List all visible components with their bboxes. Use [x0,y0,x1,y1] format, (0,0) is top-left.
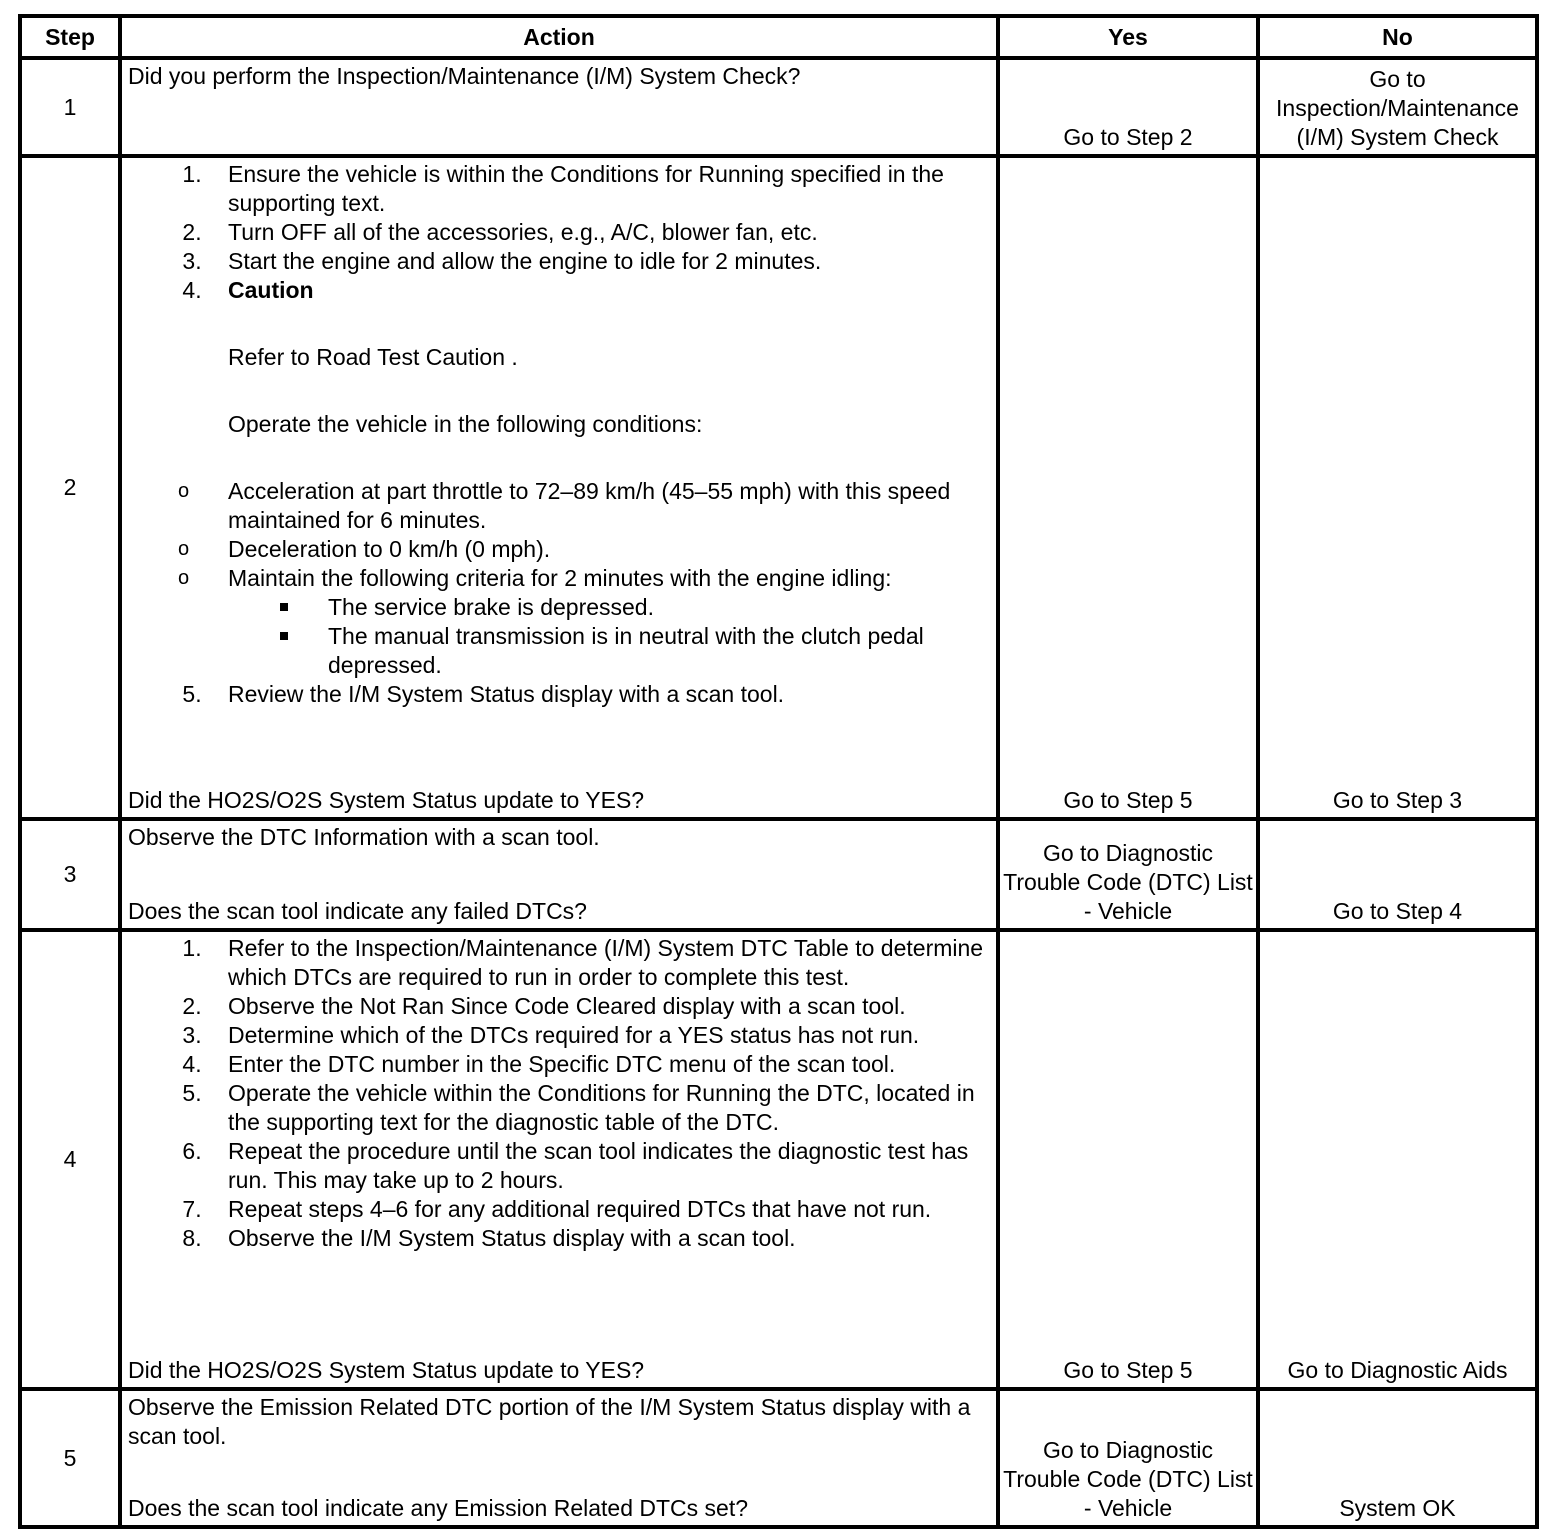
yes-result: Go to Step 5 [998,156,1258,819]
list-item: 3. Determine which of the DTCs required for a YES status has not run. [182,1022,920,1048]
header-yes: Yes [998,16,1258,58]
table-row [20,819,1537,930]
yes-result: Go to Diagnostic Trouble Code (DTC) List - Vehicle [998,819,1258,930]
list-item: The service brake is depressed. [228,593,992,622]
no-result: Go to Inspection/Maintenance (I/M) System Check [1258,58,1537,156]
list-item: 3. Start the engine and allow the engine to idle for 2 minutes. [182,248,822,274]
list-item: The manual transmission is in neutral with the clutch pedal depressed. [228,622,992,680]
list-item: o Deceleration to 0 km/h (0 mph). [178,536,551,562]
list-item: 1. Ensure the vehicle is within the Conditions for Running specified in the supporting text. [182,161,944,216]
question-text: Does the scan tool indicate any failed DTCs? [128,898,587,924]
intro-text: Observe the DTC Information with a scan tool. [128,824,600,850]
table-row [20,930,1537,1389]
header-step: Step [20,16,120,58]
list-item: o Acceleration at part throttle to 72–89 km/h (45–55 mph) with this speed maintained for 6 minutes. [178,478,951,533]
action-cell [120,156,998,819]
step-number: 3 [20,819,120,930]
procedure-list [128,160,992,477]
operate-instructions: Operate the vehicle in the following conditions: [228,411,703,437]
header-action: Action [120,16,998,58]
list-item: 8. Observe the I/M System Status display with a scan tool. [182,1225,796,1251]
list-item: 2. Observe the Not Ran Since Code Cleared display with a scan tool. [182,993,906,1019]
action-cell [120,1389,998,1527]
list-item: 5. Review the I/M System Status display with a scan tool. [182,681,785,707]
list-item: 6. Repeat the procedure until the scan tool indicates the diagnostic test has run. This may take up to 2 hours. [182,1138,969,1193]
header-row [20,16,1537,58]
yes-result: Go to Step 2 [998,58,1258,156]
step-number: 4 [20,930,120,1389]
table-row [20,58,1537,156]
intro-text: Observe the Emission Related DTC portion of the I/M System Status display with a scan tool. [128,1394,971,1449]
no-result: System OK [1258,1389,1537,1527]
question-text: Did the HO2S/O2S System Status update to YES? [128,1357,645,1383]
header-no: No [1258,16,1537,58]
list-item: 4. Enter the DTC number in the Specific DTC menu of the scan tool. [182,1051,896,1077]
list-item: o Maintain the following criteria for 2 minutes with the engine idling: The service brake is depressed. The manual transmission is in neutral with the clutch pedal depressed. [128,564,992,680]
procedure-list-cont [128,680,992,709]
no-result: Go to Step 3 [1258,156,1537,819]
step-number: 1 [20,58,120,156]
step-number: 2 [20,156,120,819]
criteria-list [228,593,992,680]
procedure-list [128,934,992,1253]
yes-result: Go to Step 5 [998,930,1258,1389]
action-cell [120,930,998,1389]
list-item: 5. Operate the vehicle within the Conditions for Running the DTC, located in the supporting text for the diagnostic table of the DTC. [182,1080,975,1135]
no-result: Go to Step 4 [1258,819,1537,930]
caution-reference: Refer to Road Test Caution . [228,344,518,370]
no-result: Go to Diagnostic Aids [1258,930,1537,1389]
yes-result: Go to Diagnostic Trouble Code (DTC) List - Vehicle [998,1389,1258,1527]
question-text: Did the HO2S/O2S System Status update to YES? [128,787,645,813]
list-item: 1. Refer to the Inspection/Maintenance (I/M) System DTC Table to determine which DTCs are required to run in order to complete this test. [182,935,984,990]
step-number: 5 [20,1389,120,1527]
table-row [20,1389,1537,1527]
list-item: 4. Caution Refer to Road Test Caution . Operate the vehicle in the following conditions: [128,276,992,477]
action-cell [120,819,998,930]
list-item: 7. Repeat steps 4–6 for any additional required DTCs that have not run. [182,1196,932,1222]
table-row [20,156,1537,819]
caution-label: Caution [228,277,314,303]
diagnostic-table [18,14,1539,1529]
condition-list [128,477,992,680]
list-item: 2. Turn OFF all of the accessories, e.g., A/C, blower fan, etc. [182,219,818,245]
question-text: Does the scan tool indicate any Emission Related DTCs set? [128,1495,749,1521]
action-cell [120,58,998,156]
question-text: Did you perform the Inspection/Maintenance (I/M) System Check? [128,63,801,89]
